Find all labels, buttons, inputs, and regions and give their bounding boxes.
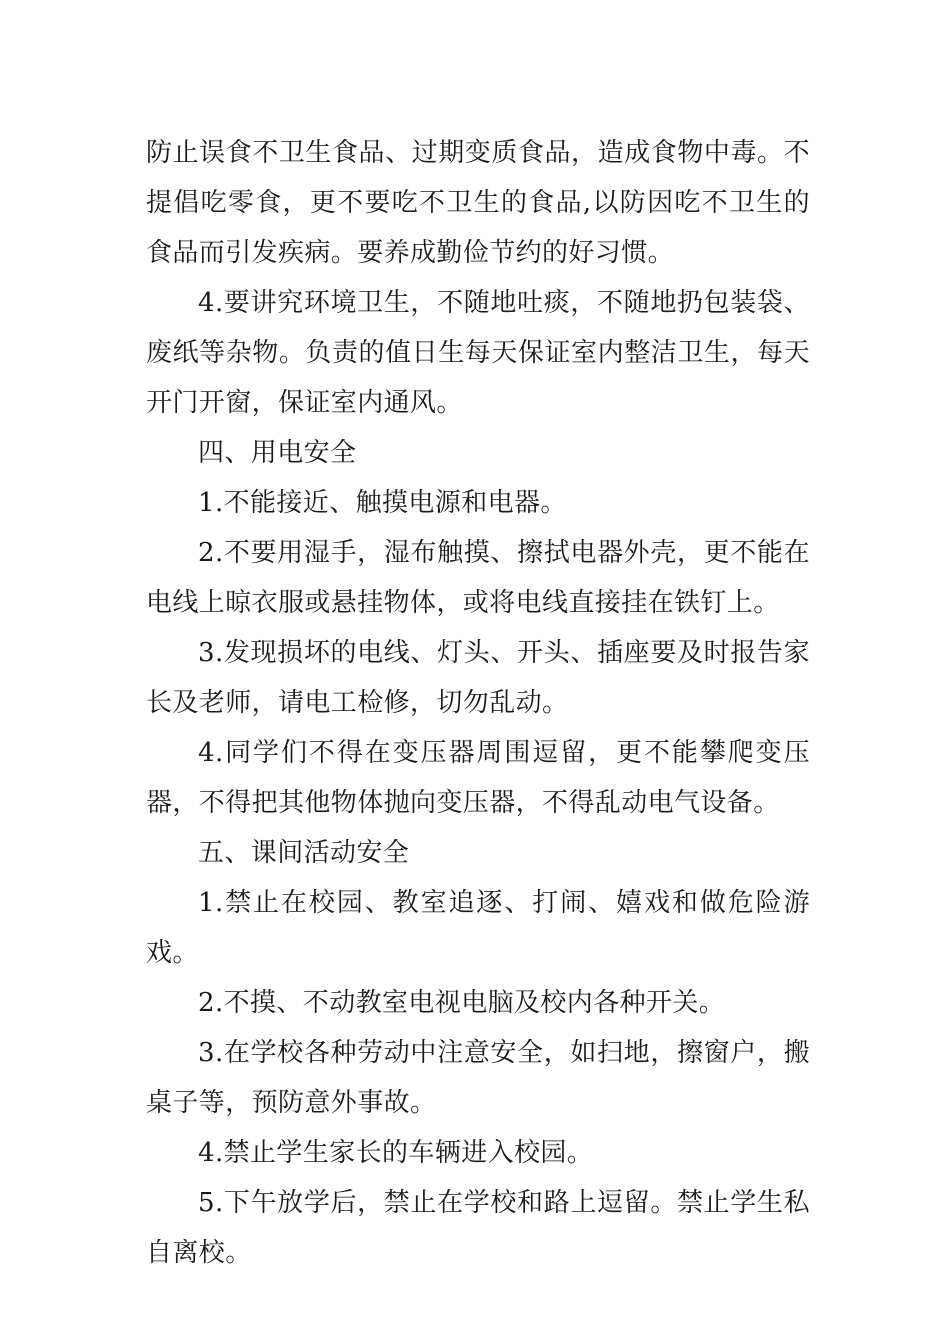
section-heading-recess-safety: 五、课间活动安全 [198, 838, 410, 868]
document-page [146, 128, 810, 1278]
paragraph-recess-item-5: 5.下午放学后，禁止在学校和路上逗留。禁止学生私自离校。 [146, 1188, 810, 1268]
paragraph-electricity-item-3: 3.发现损坏的电线、灯头、开头、插座要及时报告家长及老师，请电工检修，切勿乱动。 [146, 638, 810, 718]
paragraph-recess-item-2: 2.不摸、不动教室电视电脑及校内各种开关。 [198, 988, 726, 1018]
paragraph-environment-hygiene: 4.要讲究环境卫生，不随地吐痰，不随地扔包装袋、废纸等杂物。负责的值日生每天保证室内整洁卫生，每天开门开窗，保证室内通风。 [146, 288, 810, 418]
paragraph-food-hygiene-continued: 防止误食不卫生食品、过期变质食品，造成食物中毒。不提倡吃零食，更不要吃不卫生的食品,以防因吃不卫生的食品而引发疾病。要养成勤俭节约的好习惯。 [146, 138, 810, 268]
paragraph-recess-item-1: 1.禁止在校园、教室追逐、打闹、嬉戏和做危险游戏。 [146, 888, 810, 968]
paragraph-electricity-item-1: 1.不能接近、触摸电源和电器。 [198, 488, 567, 518]
paragraph-recess-item-4: 4.禁止学生家长的车辆进入校园。 [198, 1138, 594, 1168]
section-heading-electricity-safety: 四、用电安全 [198, 438, 357, 468]
paragraph-electricity-item-2: 2.不要用湿手，湿布触摸、擦拭电器外壳，更不能在电线上晾衣服或悬挂物体，或将电线直接挂在铁钉上。 [146, 538, 810, 618]
paragraph-recess-item-3: 3.在学校各种劳动中注意安全，如扫地，擦窗户，搬桌子等，预防意外事故。 [146, 1038, 810, 1118]
paragraph-electricity-item-4: 4.同学们不得在变压器周围逗留，更不能攀爬变压器，不得把其他物体抛向变压器，不得乱动电气设备。 [146, 738, 810, 818]
